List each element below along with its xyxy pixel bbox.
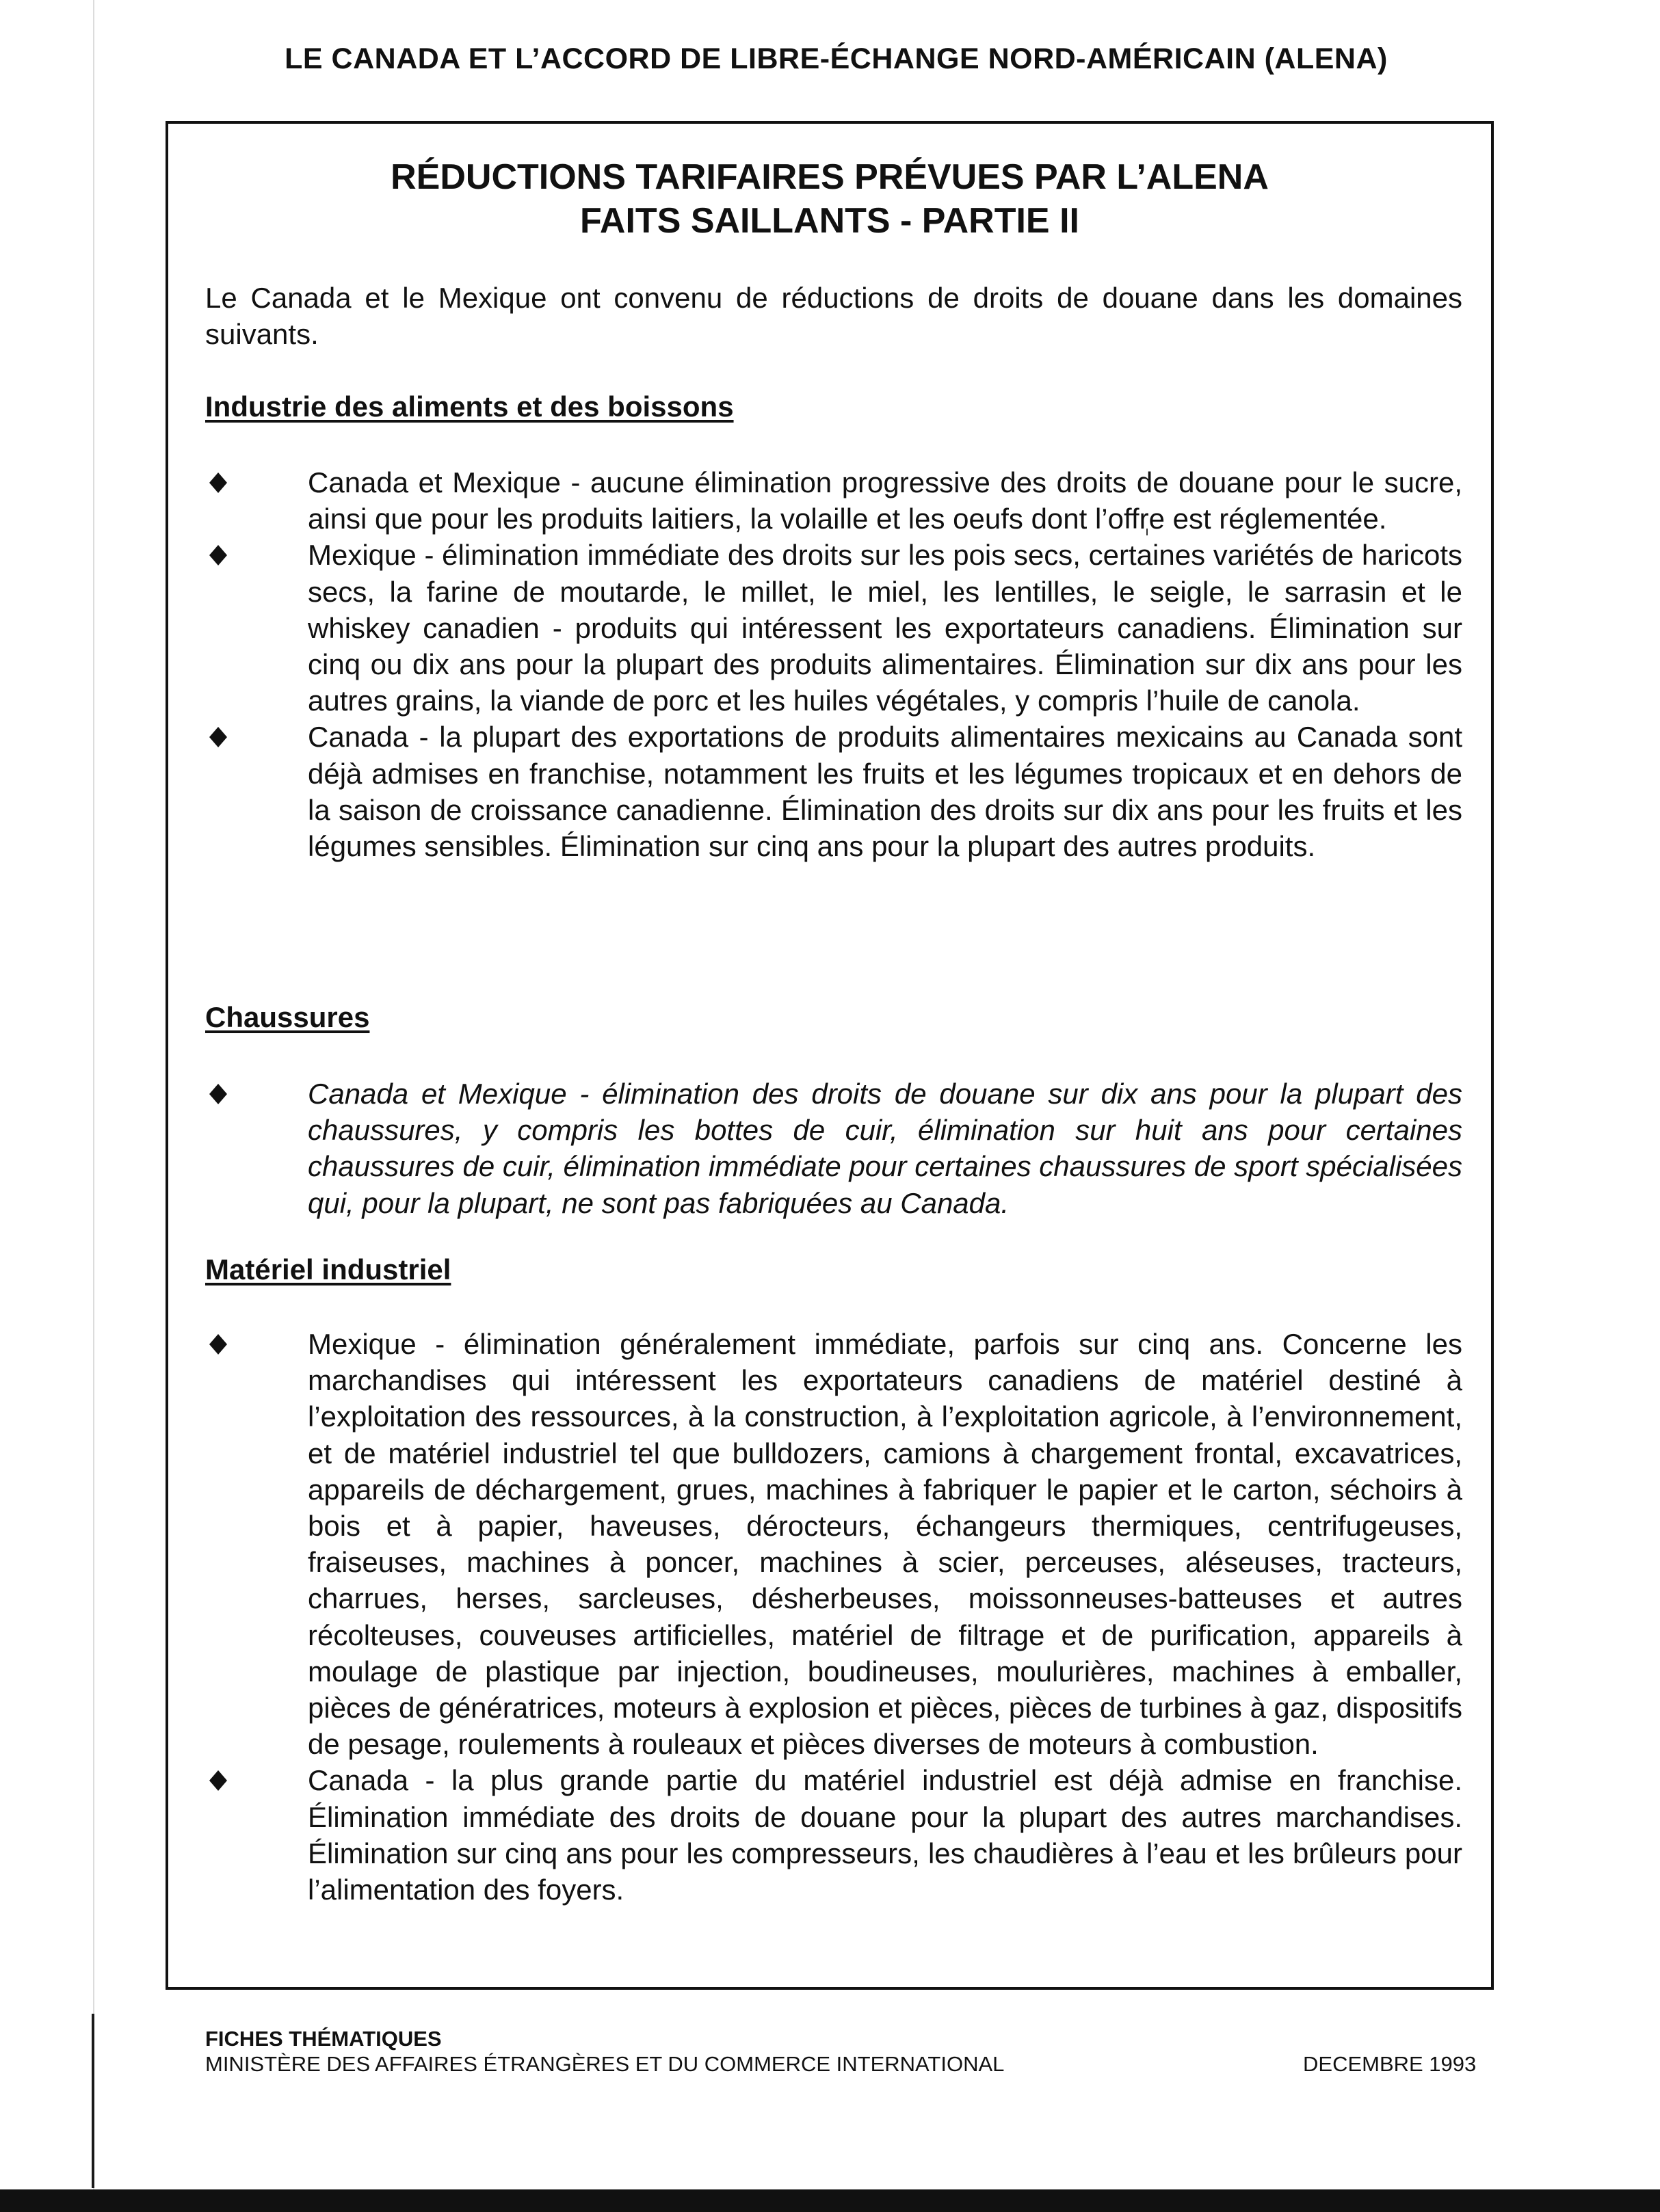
running-header: LE CANADA ET L’ACCORD DE LIBRE-ÉCHANGE NORD-AMÉRICAIN (ALENA): [285, 42, 1388, 75]
diamond-bullet-icon: [209, 1084, 227, 1104]
box-title: [168, 155, 1491, 243]
scan-edge-line: [93, 0, 94, 2212]
bullet-list-materiel: [205, 1326, 1462, 1908]
diamond-bullet-icon: [209, 472, 227, 493]
list-item: Canada - la plupart des exportations de produits alimentaires mexicains au Canada sont déjà admises en franchise, notamment les fruits et les légumes tropicaux et en dehors de la saison de croissance canadienne. Élimination des droits sur dix ans pour les fruits et les légumes sensibles. Élimination sur cinq ans pour la plupart des autres produits.: [205, 719, 1462, 864]
box-title-line1: RÉDUCTIONS TARIFAIRES PRÉVUES PAR L’ALENA: [391, 157, 1269, 197]
diamond-bullet-icon: [209, 1334, 227, 1355]
list-item: Canada - la plus grande partie du matériel industriel est déjà admise en franchise. Élimination immédiate des droits de douane pour la plupart des autres marchandises. Élimination sur cinq ans pour les compresseurs, les chaudières à l’eau et les brûleurs pour l’alimentation des foyers.: [205, 1762, 1462, 1908]
diamond-bullet-icon: [209, 727, 227, 747]
bullet-list-chaussures: [205, 1076, 1462, 1221]
section-heading-aliments: Industrie des aliments et des boissons: [205, 390, 734, 423]
footer-series: FICHES THÉMATIQUES: [205, 2027, 442, 2051]
list-item: Mexique - élimination immédiate des droits sur les pois secs, certaines variétés de haricots secs, la farine de moutarde, le millet, le miel, les lentilles, le seigle, le sarrasin et le whiskey canadien - produits qui intéressent les exportateurs canadiens. Élimination sur cinq ou dix ans pour la plupart des produits alimentaires. Élimination sur dix ans pour les autres grains, la viande de porc et les huiles végétales, y compris l’huile de canola.: [205, 537, 1462, 719]
list-item: Canada et Mexique - aucune élimination progressive des droits de douane pour le sucre, ainsi que pour les produits laitiers, la volaille et les oeufs dont l’offre est réglementée.: [205, 464, 1462, 537]
section-heading-materiel: Matériel industriel: [205, 1253, 451, 1285]
diamond-bullet-icon: [209, 545, 227, 565]
diamond-bullet-icon: [209, 1770, 227, 1791]
content-box: [166, 121, 1494, 1990]
list-item: Canada et Mexique - élimination des droits de douane sur dix ans pour la plupart des chaussures, y compris les bottes de cuir, élimination sur huit ans pour certaines chaussures de cuir, élimination immédiate pour certaines chaussures de sport spécialisées qui, pour la plupart, ne sont pas fabriquées au Canada.: [205, 1076, 1462, 1221]
list-item: Mexique - élimination généralement immédiate, parfois sur cinq ans. Concerne les marchandises qui intéressent les exportateurs canadiens de matériel destiné à l’exploitation des ressources, à la construction, à l’exploitation agricole, à l’environnement, et de matériel industriel tel que bulldozers, camions à chargement frontal, excavatrices, appareils de déchargement, grues, machines à fabriquer le papier et le carton, séchoirs à bois et à papier, haveuses, dérocteurs, échangeurs thermiques, centrifugeuses, fraiseuses, machines à poncer, machines à scier, perceuses, aléseuses, tracteurs, charrues, herses, sarcleuses, désherbeuses, moissonneuses-batteuses et autres récolteuses, couveuses artificielles, matériel de filtrage et de purification, appareils à moulage de plastique par injection, boudineuses, moulurières, machines à emballer, pièces de génératrices, moteurs à explosion et pièces, pièces de turbines à gaz, dispositifs de pesage, roulements à rouleaux et pièces diverses de moteurs à combustion.: [205, 1326, 1462, 1762]
bullet-list-aliments: [205, 464, 1462, 864]
footer-publisher: [205, 2026, 1004, 2077]
section-heading-chaussures: Chaussures: [205, 1001, 370, 1033]
footer-date: DECEMBRE 1993: [1303, 2052, 1477, 2076]
footer-ministry: MINISTÈRE DES AFFAIRES ÉTRANGÈRES ET DU COMMERCE INTERNATIONAL: [205, 2052, 1005, 2076]
box-title-line2: FAITS SAILLANTS - PARTIE II: [580, 201, 1079, 241]
intro-paragraph: Le Canada et le Mexique ont convenu de réductions de droits de douane dans les domaines suivants.: [205, 282, 1462, 350]
scan-bottom-edge: [0, 2189, 1660, 2212]
scan-edge-mark: [92, 2014, 94, 2188]
